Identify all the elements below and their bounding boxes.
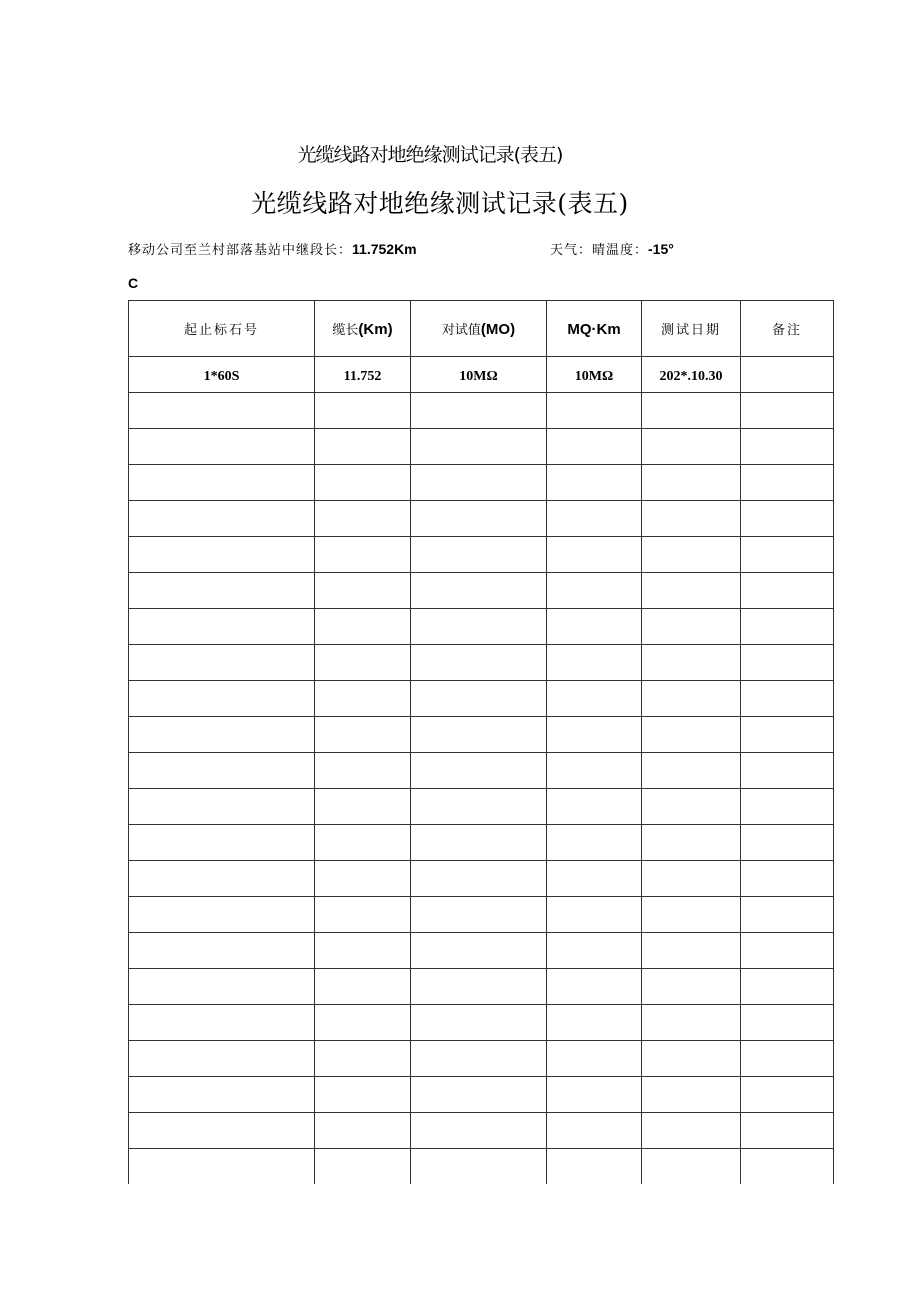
empty-cell: [129, 789, 315, 825]
empty-cell: [411, 1005, 547, 1041]
empty-cell: [411, 897, 547, 933]
empty-cell: [642, 753, 741, 789]
empty-cell: [315, 1113, 411, 1149]
empty-cell: [411, 789, 547, 825]
empty-cell: [411, 681, 547, 717]
empty-cell: [315, 753, 411, 789]
empty-cell: [315, 645, 411, 681]
empty-cell: [411, 969, 547, 1005]
empty-cell: [411, 933, 547, 969]
empty-cell: [547, 501, 642, 537]
empty-cell: [129, 717, 315, 753]
empty-cell: [129, 501, 315, 537]
empty-cell: [642, 1113, 741, 1149]
empty-cell: [642, 465, 741, 501]
empty-cell: [129, 1077, 315, 1113]
empty-cell: [411, 1041, 547, 1077]
table-row: [129, 357, 834, 393]
empty-cell: [547, 861, 642, 897]
empty-cell: [129, 681, 315, 717]
empty-cell: [411, 825, 547, 861]
empty-cell: [547, 1149, 642, 1185]
empty-cell: [129, 429, 315, 465]
empty-cell: [741, 789, 834, 825]
table-row: [129, 537, 834, 573]
empty-cell: [741, 1113, 834, 1149]
empty-cell: [547, 969, 642, 1005]
table-row: [129, 789, 834, 825]
empty-cell: [741, 645, 834, 681]
empty-cell: [741, 609, 834, 645]
empty-cell: [129, 645, 315, 681]
empty-cell: [741, 897, 834, 933]
cell-cable-length: 11.752: [315, 357, 411, 393]
table-row: [129, 393, 834, 429]
empty-cell: [547, 1005, 642, 1041]
table-row: [129, 897, 834, 933]
table-row: [129, 573, 834, 609]
empty-cell: [547, 465, 642, 501]
header-test-date: 测试日期: [642, 301, 741, 357]
empty-cell: [129, 897, 315, 933]
empty-cell: [315, 1041, 411, 1077]
empty-cell: [315, 609, 411, 645]
empty-cell: [315, 465, 411, 501]
empty-cell: [547, 681, 642, 717]
empty-cell: [411, 465, 547, 501]
empty-cell: [741, 393, 834, 429]
empty-cell: [642, 717, 741, 753]
header-test-value: 对试值(MO): [411, 301, 547, 357]
weather-label: 天气：晴温度：: [550, 243, 649, 258]
empty-cell: [129, 753, 315, 789]
empty-cell: [741, 969, 834, 1005]
empty-cell: [129, 1113, 315, 1149]
segment-value: 11.752Km: [352, 241, 417, 257]
empty-cell: [315, 789, 411, 825]
empty-cell: [642, 969, 741, 1005]
table-row: [129, 1149, 834, 1185]
empty-cell: [411, 609, 547, 645]
empty-cell: [642, 537, 741, 573]
table-row: [129, 681, 834, 717]
table-row: [129, 1005, 834, 1041]
empty-cell: [642, 1077, 741, 1113]
empty-cell: [129, 969, 315, 1005]
empty-cell: [547, 537, 642, 573]
empty-cell: [315, 969, 411, 1005]
weather-value: -15°: [648, 241, 674, 257]
table-row: [129, 1113, 834, 1149]
section-marker: C: [128, 275, 139, 291]
empty-cell: [411, 645, 547, 681]
empty-cell: [315, 897, 411, 933]
empty-cell: [411, 537, 547, 573]
empty-cell: [315, 1005, 411, 1041]
empty-cell: [411, 717, 547, 753]
empty-cell: [129, 825, 315, 861]
empty-cell: [129, 393, 315, 429]
insulation-record-table: [128, 300, 834, 1184]
empty-cell: [411, 1077, 547, 1113]
empty-cell: [129, 933, 315, 969]
table-row: [129, 861, 834, 897]
table-row: [129, 969, 834, 1005]
cell-remarks: [741, 357, 834, 393]
empty-cell: [547, 789, 642, 825]
empty-cell: [315, 1149, 411, 1185]
empty-cell: [129, 1149, 315, 1185]
empty-cell: [642, 897, 741, 933]
empty-cell: [642, 609, 741, 645]
empty-cell: [547, 393, 642, 429]
table-row: [129, 933, 834, 969]
empty-cell: [129, 573, 315, 609]
segment-label: 移动公司至兰村部落基站中继段长：: [128, 243, 353, 258]
empty-cell: [315, 825, 411, 861]
table-row: [129, 429, 834, 465]
empty-cell: [315, 429, 411, 465]
empty-cell: [642, 1005, 741, 1041]
header-mq-km: MQ·Km: [547, 301, 642, 357]
table-row: [129, 609, 834, 645]
empty-cell: [547, 753, 642, 789]
empty-cell: [547, 429, 642, 465]
empty-cell: [741, 825, 834, 861]
empty-cell: [315, 681, 411, 717]
empty-cell: [411, 393, 547, 429]
empty-cell: [547, 717, 642, 753]
header-marker-stone: 起止标石号: [129, 301, 315, 357]
empty-cell: [547, 1041, 642, 1077]
cell-test-date: 202*.10.30: [642, 357, 741, 393]
empty-cell: [411, 861, 547, 897]
empty-cell: [315, 537, 411, 573]
empty-cell: [642, 861, 741, 897]
table-row: [129, 753, 834, 789]
empty-cell: [642, 789, 741, 825]
empty-cell: [129, 861, 315, 897]
empty-cell: [411, 1149, 547, 1185]
empty-cell: [411, 1113, 547, 1149]
weather-info: [550, 239, 674, 258]
empty-cell: [547, 645, 642, 681]
empty-cell: [129, 609, 315, 645]
empty-cell: [741, 1005, 834, 1041]
empty-cell: [642, 501, 741, 537]
empty-cell: [741, 1041, 834, 1077]
empty-cell: [642, 933, 741, 969]
empty-cell: [741, 933, 834, 969]
empty-cell: [411, 429, 547, 465]
empty-cell: [741, 681, 834, 717]
table-row: [129, 645, 834, 681]
empty-cell: [411, 753, 547, 789]
empty-cell: [642, 681, 741, 717]
header-remarks: 备注: [741, 301, 834, 357]
empty-cell: [642, 573, 741, 609]
cell-marker-stone: 1*60S: [129, 357, 315, 393]
empty-cell: [129, 1005, 315, 1041]
empty-cell: [547, 825, 642, 861]
table-row: [129, 465, 834, 501]
empty-cell: [547, 1077, 642, 1113]
empty-cell: [741, 717, 834, 753]
empty-cell: [411, 573, 547, 609]
table-row: [129, 825, 834, 861]
empty-cell: [642, 1149, 741, 1185]
empty-cell: [315, 393, 411, 429]
header-cable-length: 缆长(Km): [315, 301, 411, 357]
document-title-small: 光缆线路对地绝缘测试记录(表五): [297, 144, 563, 166]
empty-cell: [741, 429, 834, 465]
empty-cell: [411, 501, 547, 537]
table-row: [129, 717, 834, 753]
empty-cell: [315, 717, 411, 753]
empty-cell: [741, 861, 834, 897]
empty-cell: [315, 1077, 411, 1113]
empty-cell: [129, 537, 315, 573]
table-header-row: [129, 301, 834, 357]
table-row: [129, 1041, 834, 1077]
segment-info: [128, 239, 417, 258]
empty-cell: [642, 429, 741, 465]
empty-cell: [741, 1077, 834, 1113]
empty-cell: [547, 573, 642, 609]
empty-cell: [315, 933, 411, 969]
empty-cell: [547, 1113, 642, 1149]
empty-cell: [642, 825, 741, 861]
empty-cell: [741, 537, 834, 573]
empty-cell: [741, 753, 834, 789]
cell-test-value: 10MΩ: [411, 357, 547, 393]
empty-cell: [547, 897, 642, 933]
empty-cell: [547, 609, 642, 645]
empty-cell: [741, 465, 834, 501]
table-row: [129, 1077, 834, 1113]
empty-cell: [315, 501, 411, 537]
table-row: [129, 501, 834, 537]
empty-cell: [741, 501, 834, 537]
empty-cell: [741, 1149, 834, 1185]
empty-cell: [315, 573, 411, 609]
empty-cell: [129, 1041, 315, 1077]
empty-cell: [315, 861, 411, 897]
empty-cell: [547, 933, 642, 969]
empty-cell: [741, 573, 834, 609]
empty-cell: [642, 393, 741, 429]
empty-cell: [642, 645, 741, 681]
empty-cell: [129, 465, 315, 501]
cell-mq-km: 10MΩ: [547, 357, 642, 393]
empty-cell: [642, 1041, 741, 1077]
document-title-large: 光缆线路对地绝缘测试记录(表五): [251, 189, 629, 218]
